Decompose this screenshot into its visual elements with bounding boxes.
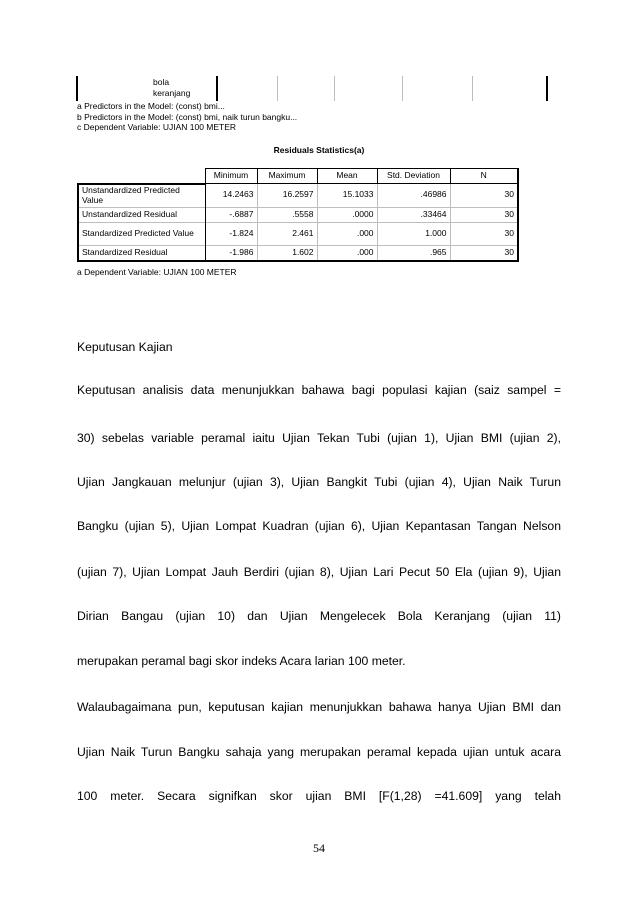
table-gridline [402,76,403,101]
table-row [78,184,518,208]
column-header: Maximum [257,169,317,184]
table-cell: .000 [317,222,377,245]
section-heading: Keputusan Kajian [77,340,173,354]
column-header: N [450,169,518,184]
table-gridline [334,76,335,101]
model-note: b Predictors in the Model: (const) bmi, naik turun bangku... [77,111,298,122]
table-cell: 30 [450,245,518,261]
table-border-right [546,76,548,101]
row-label: Unstandardized Residual [78,207,205,222]
carryover-label-line2: keranjang [153,88,191,98]
table-cell: .5558 [257,207,317,222]
table-cell: .46986 [377,184,450,208]
page-number: 54 [313,841,325,855]
paragraph-line: 30) sebelas variable peramal iaitu Ujian Tekan Tubi (ujian 1), Ujian BMI (ujian 2), [77,431,561,445]
table-cell: -1.824 [205,222,257,245]
table-cell: .965 [377,245,450,261]
paragraph-line: 100 meter. Secara signifkan skor ujian BMI [F(1,28) =41.609] yang telah [77,789,561,803]
column-header: Minimum [205,169,257,184]
column-header: Std. Deviation [377,169,450,184]
table-cell: 30 [450,207,518,222]
table-cell: -1.986 [205,245,257,261]
paragraph-line: Bangku (ujian 5), Ujian Lompat Kuadran (ujian 6), Ujian Kepantasan Tangan Nelson [77,519,561,533]
table-cell: 15.1033 [317,184,377,208]
table-cell: .33464 [377,207,450,222]
table-gridline [472,76,473,101]
table-cell: 30 [450,222,518,245]
paragraph-line: merupakan peramal bagi skor indeks Acara larian 100 meter. [77,654,406,668]
table-row [78,207,518,222]
paragraph-line: (ujian 7), Ujian Lompat Jauh Berdiri (ujian 8), Ujian Lari Pecut 50 Ela (ujian 9), Ujian [77,565,561,579]
table-cell: 1.602 [257,245,317,261]
table-cell: .000 [317,245,377,261]
paragraph-line: Ujian Naik Turun Bangku sahaja yang merupakan peramal kepada ujian untuk acara [77,745,561,759]
table-cell: 2.461 [257,222,317,245]
paragraph-line: Walaubagaimana pun, keputusan kajian menunjukkan bahawa hanya Ujian BMI dan [77,700,561,714]
paragraph-line: Keputusan analisis data menunjukkan bahawa bagi populasi kajian (saiz sampel = [77,383,561,397]
table-border-divider [216,76,218,101]
table-gridline [277,76,278,101]
table-cell: -.6887 [205,207,257,222]
table-row [78,222,518,245]
paragraph-line: Dirian Bangau (ujian 10) dan Ujian Mengelecek Bola Keranjang (ujian 11) [77,609,561,623]
model-note: c Dependent Variable: UJIAN 100 METER [77,122,237,132]
paragraph-line: Ujian Jangkauan melunjur (ujian 3), Ujian Bangkit Tubi (ujian 4), Ujian Naik Turun [77,475,561,489]
table-border-left [76,76,78,101]
table-cell: 16.2597 [257,184,317,208]
row-label: Standardized Residual [78,245,205,261]
residuals-table-title: Residuals Statistics(a) [273,145,365,155]
table-cell: .0000 [317,207,377,222]
table-row [78,245,518,261]
model-note: a Predictors in the Model: (const) bmi... [77,101,225,111]
table-cell: 30 [450,184,518,208]
table-footnote: a Dependent Variable: UJIAN 100 METER [77,267,237,277]
column-header: Mean [317,169,377,184]
table-header-row [78,169,518,184]
residuals-statistics-table [77,168,519,262]
table-cell: 14.2463 [205,184,257,208]
carryover-label-line1: bola [153,77,170,87]
row-label: Standardized Predicted Value [78,222,205,245]
header-blank-cell [78,169,205,184]
model-notes [77,101,297,133]
table-cell: 1.000 [377,222,450,245]
row-label: Unstandardized Predicted Value [78,184,205,208]
